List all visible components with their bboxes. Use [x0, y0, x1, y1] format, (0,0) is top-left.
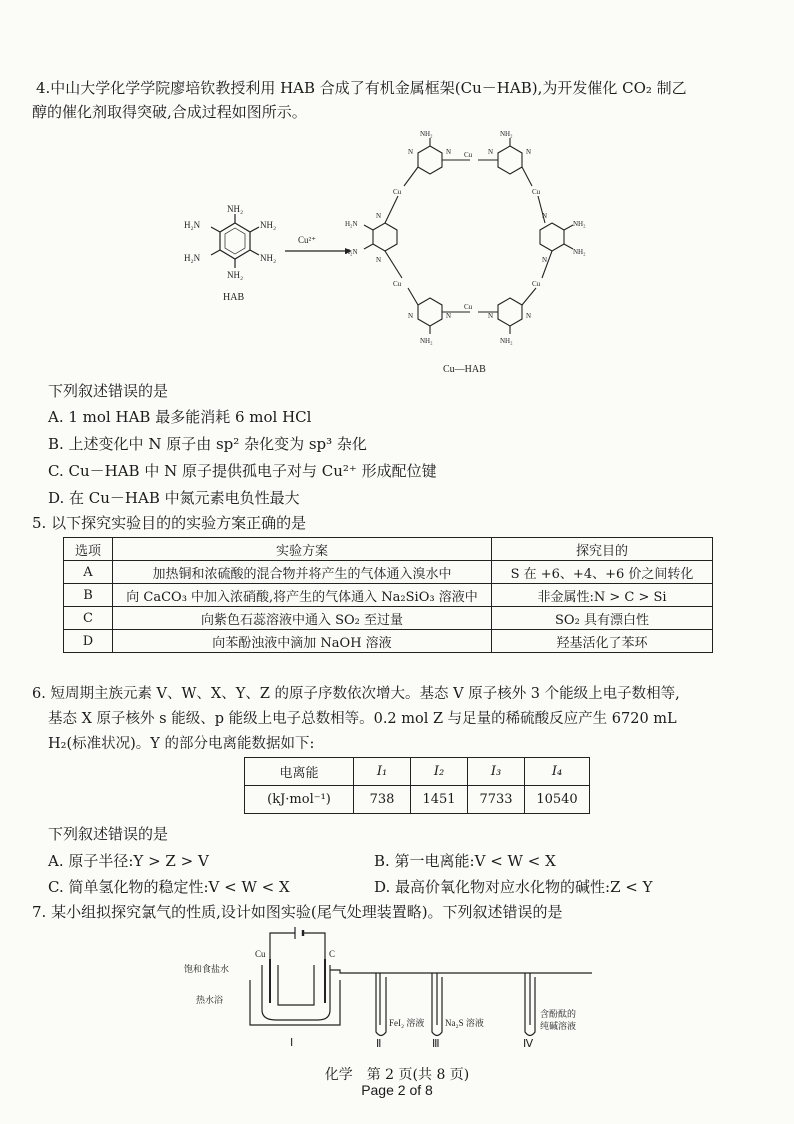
- table-cell: 738: [354, 786, 411, 814]
- table-cell: 电离能: [245, 758, 354, 786]
- hab-molecule: [211, 214, 259, 268]
- q5-stem: 5. 以下探究实验目的的实验方案正确的是: [32, 514, 307, 532]
- u-tube: [262, 965, 330, 1020]
- table-cell: I₁: [354, 758, 411, 786]
- cu-label: Cu: [255, 949, 266, 959]
- header-plan: 实验方案: [113, 538, 492, 561]
- svg-text:NH₂: NH₂: [420, 337, 433, 345]
- q7-stem: 7. 某小组拟探究氯气的性质,设计如图实验(尾气处理装置略)。下列叙述错误的是: [32, 903, 563, 921]
- svg-text:N: N: [542, 256, 548, 264]
- svg-text:H₂N: H₂N: [345, 248, 358, 256]
- svg-text:NH₂: NH₂: [260, 253, 277, 263]
- page-number: Page 2 of 8: [361, 1082, 433, 1098]
- svg-text:NH₂: NH₂: [500, 337, 513, 345]
- table-row: [64, 561, 713, 584]
- svg-text:N: N: [408, 312, 414, 320]
- test-tube-2: [376, 973, 386, 1036]
- svg-text:NH₂: NH₂: [500, 130, 513, 138]
- svg-text:NH₂: NH₂: [260, 220, 277, 230]
- svg-text:NH₂: NH₂: [420, 130, 433, 138]
- q4-option-c: C. Cu－HAB 中 N 原子提供孤电子对与 Cu²⁺ 形成配位键: [48, 462, 437, 480]
- svg-text:NH₂: NH₂: [573, 248, 586, 256]
- q6-stem-line3: H₂(标准状况)。Y 的部分电离能数据如下:: [48, 736, 315, 752]
- q6-stem-line1: 6. 短周期主族元素 V、W、X、Y、Z 的原子序数依次增大。基态 V 原子核外 3 个能级上电子数相等,: [32, 686, 680, 702]
- q7-apparatus-figure: [180, 925, 610, 1050]
- ionization-energy-table: [244, 757, 590, 814]
- svg-text:N: N: [376, 256, 382, 264]
- svg-text:N: N: [526, 312, 532, 320]
- q4-option-b: B. 上述变化中 N 原子由 sp² 杂化变为 sp³ 杂化: [48, 435, 367, 453]
- svg-text:N: N: [488, 312, 494, 320]
- svg-text:H₂N: H₂N: [184, 253, 201, 263]
- apparatus-2-label: Ⅱ: [376, 1038, 382, 1050]
- table-cell: 羟基活化了苯环: [492, 630, 713, 653]
- table-cell: D: [64, 630, 113, 653]
- q4-stem-line1: 4.中山大学化学学院廖培钦教授利用 HAB 合成了有机金属框架(Cu－HAB),为开发催化 CO₂ 制乙: [36, 79, 687, 97]
- reagent-label: Cu²⁺: [298, 235, 316, 245]
- table-cell: 10540: [525, 786, 590, 814]
- bath-label: 热水浴: [196, 995, 224, 1005]
- table-cell: I₂: [411, 758, 468, 786]
- table-row: [64, 607, 713, 630]
- svg-text:N: N: [488, 148, 494, 156]
- svg-text:Cu: Cu: [393, 188, 402, 196]
- q4-option-d: D. 在 Cu－HAB 中氮元素电负性最大: [48, 489, 300, 507]
- table-row: [245, 758, 590, 786]
- table-cell: A: [64, 561, 113, 584]
- q6-stem-line2: 基态 X 原子核外 s 能级、p 能级上电子总数相等。0.2 mol Z 与足量的稀硫酸反应产生 6720 mL: [48, 711, 677, 727]
- table-cell: 非金属性:N > C > Si: [492, 584, 713, 607]
- svg-text:H₂N: H₂N: [345, 220, 358, 228]
- table-cell: B: [64, 584, 113, 607]
- table-cell: 向苯酚浊液中滴加 NaOH 溶液: [113, 630, 492, 653]
- table-cell: 向紫色石蕊溶液中通入 SO₂ 至过量: [113, 607, 492, 630]
- q6-option-b: B. 第一电离能:V < W < X: [374, 852, 556, 870]
- hab-label: HAB: [223, 292, 245, 303]
- svg-text:NH₂: NH₂: [573, 220, 586, 228]
- phenolphthalein-label-1: 含酚酞的: [540, 1009, 577, 1019]
- q6-option-c: C. 简单氢化物的稳定性:V < W < X: [48, 878, 290, 896]
- q4-question: 下列叙述错误的是: [48, 382, 169, 400]
- table-cell: (kJ·mol⁻¹): [245, 786, 354, 814]
- svg-text:N: N: [526, 148, 532, 156]
- q5-table: [63, 537, 713, 653]
- table-row: [245, 786, 590, 814]
- q4-reaction-figure: [180, 128, 600, 378]
- svg-text:Cu: Cu: [532, 280, 541, 288]
- header-option: 选项: [64, 538, 113, 561]
- svg-text:N: N: [376, 212, 382, 220]
- table-cell: 加热铜和浓硫酸的混合物并将产生的气体通入溴水中: [113, 561, 492, 584]
- table-cell: C: [64, 607, 113, 630]
- apparatus-1-label: Ⅰ: [290, 1037, 294, 1049]
- apparatus-3-label: Ⅲ: [432, 1038, 440, 1050]
- c-label: C: [329, 949, 336, 959]
- svg-text:NH₂: NH₂: [227, 270, 244, 280]
- phenolphthalein-label-2: 纯碱溶液: [540, 1021, 577, 1031]
- svg-text:NH₂: NH₂: [227, 204, 244, 214]
- svg-text:N: N: [408, 148, 414, 156]
- table-cell: I₃: [468, 758, 525, 786]
- na2s-label: Na₂S 溶液: [445, 1018, 484, 1028]
- svg-text:Cu: Cu: [532, 188, 541, 196]
- power-supply-wire: [270, 933, 325, 959]
- table-cell: 1451: [411, 786, 468, 814]
- svg-text:Cu: Cu: [393, 280, 402, 288]
- brine-label: 饱和食盐水: [184, 964, 230, 974]
- header-purpose: 探究目的: [492, 538, 713, 561]
- q6-option-d: D. 最高价氧化物对应水化物的碱性:Z < Y: [374, 878, 653, 896]
- table-cell: I₄: [525, 758, 590, 786]
- table-cell: S 在 +6、+4、+6 价之间转化: [492, 561, 713, 584]
- q4-option-a: A. 1 mol HAB 最多能消耗 6 mol HCl: [48, 408, 312, 426]
- q6-option-a: A. 原子半径:Y > Z > V: [48, 852, 209, 870]
- apparatus-4-label: Ⅳ: [523, 1038, 534, 1050]
- fei2-label: FeI₂ 溶液: [389, 1018, 425, 1028]
- cu-hab-label: Cu—HAB: [443, 364, 486, 375]
- svg-text:N: N: [542, 212, 548, 220]
- svg-text:H₂N: H₂N: [184, 220, 201, 230]
- svg-text:Cu: Cu: [464, 151, 473, 159]
- table-row: [64, 584, 713, 607]
- table-cell: SO₂ 具有漂白性: [492, 607, 713, 630]
- svg-text:N: N: [446, 148, 452, 156]
- table-header-row: [64, 538, 713, 561]
- table-row: [64, 630, 713, 653]
- question-4: [32, 76, 756, 124]
- svg-text:Cu: Cu: [464, 303, 473, 311]
- table-cell: 7733: [468, 786, 525, 814]
- table-cell: 向 CaCO₃ 中加入浓硝酸,将产生的气体通入 Na₂SiO₃ 溶液中: [113, 584, 492, 607]
- svg-text:N: N: [446, 312, 452, 320]
- q6-question: 下列叙述错误的是: [48, 825, 169, 843]
- q4-stem-line2: 醇的催化剂取得突破,合成过程如图所示。: [32, 103, 307, 121]
- page-footer-subject: 化学 第 2 页(共 8 页): [324, 1067, 470, 1083]
